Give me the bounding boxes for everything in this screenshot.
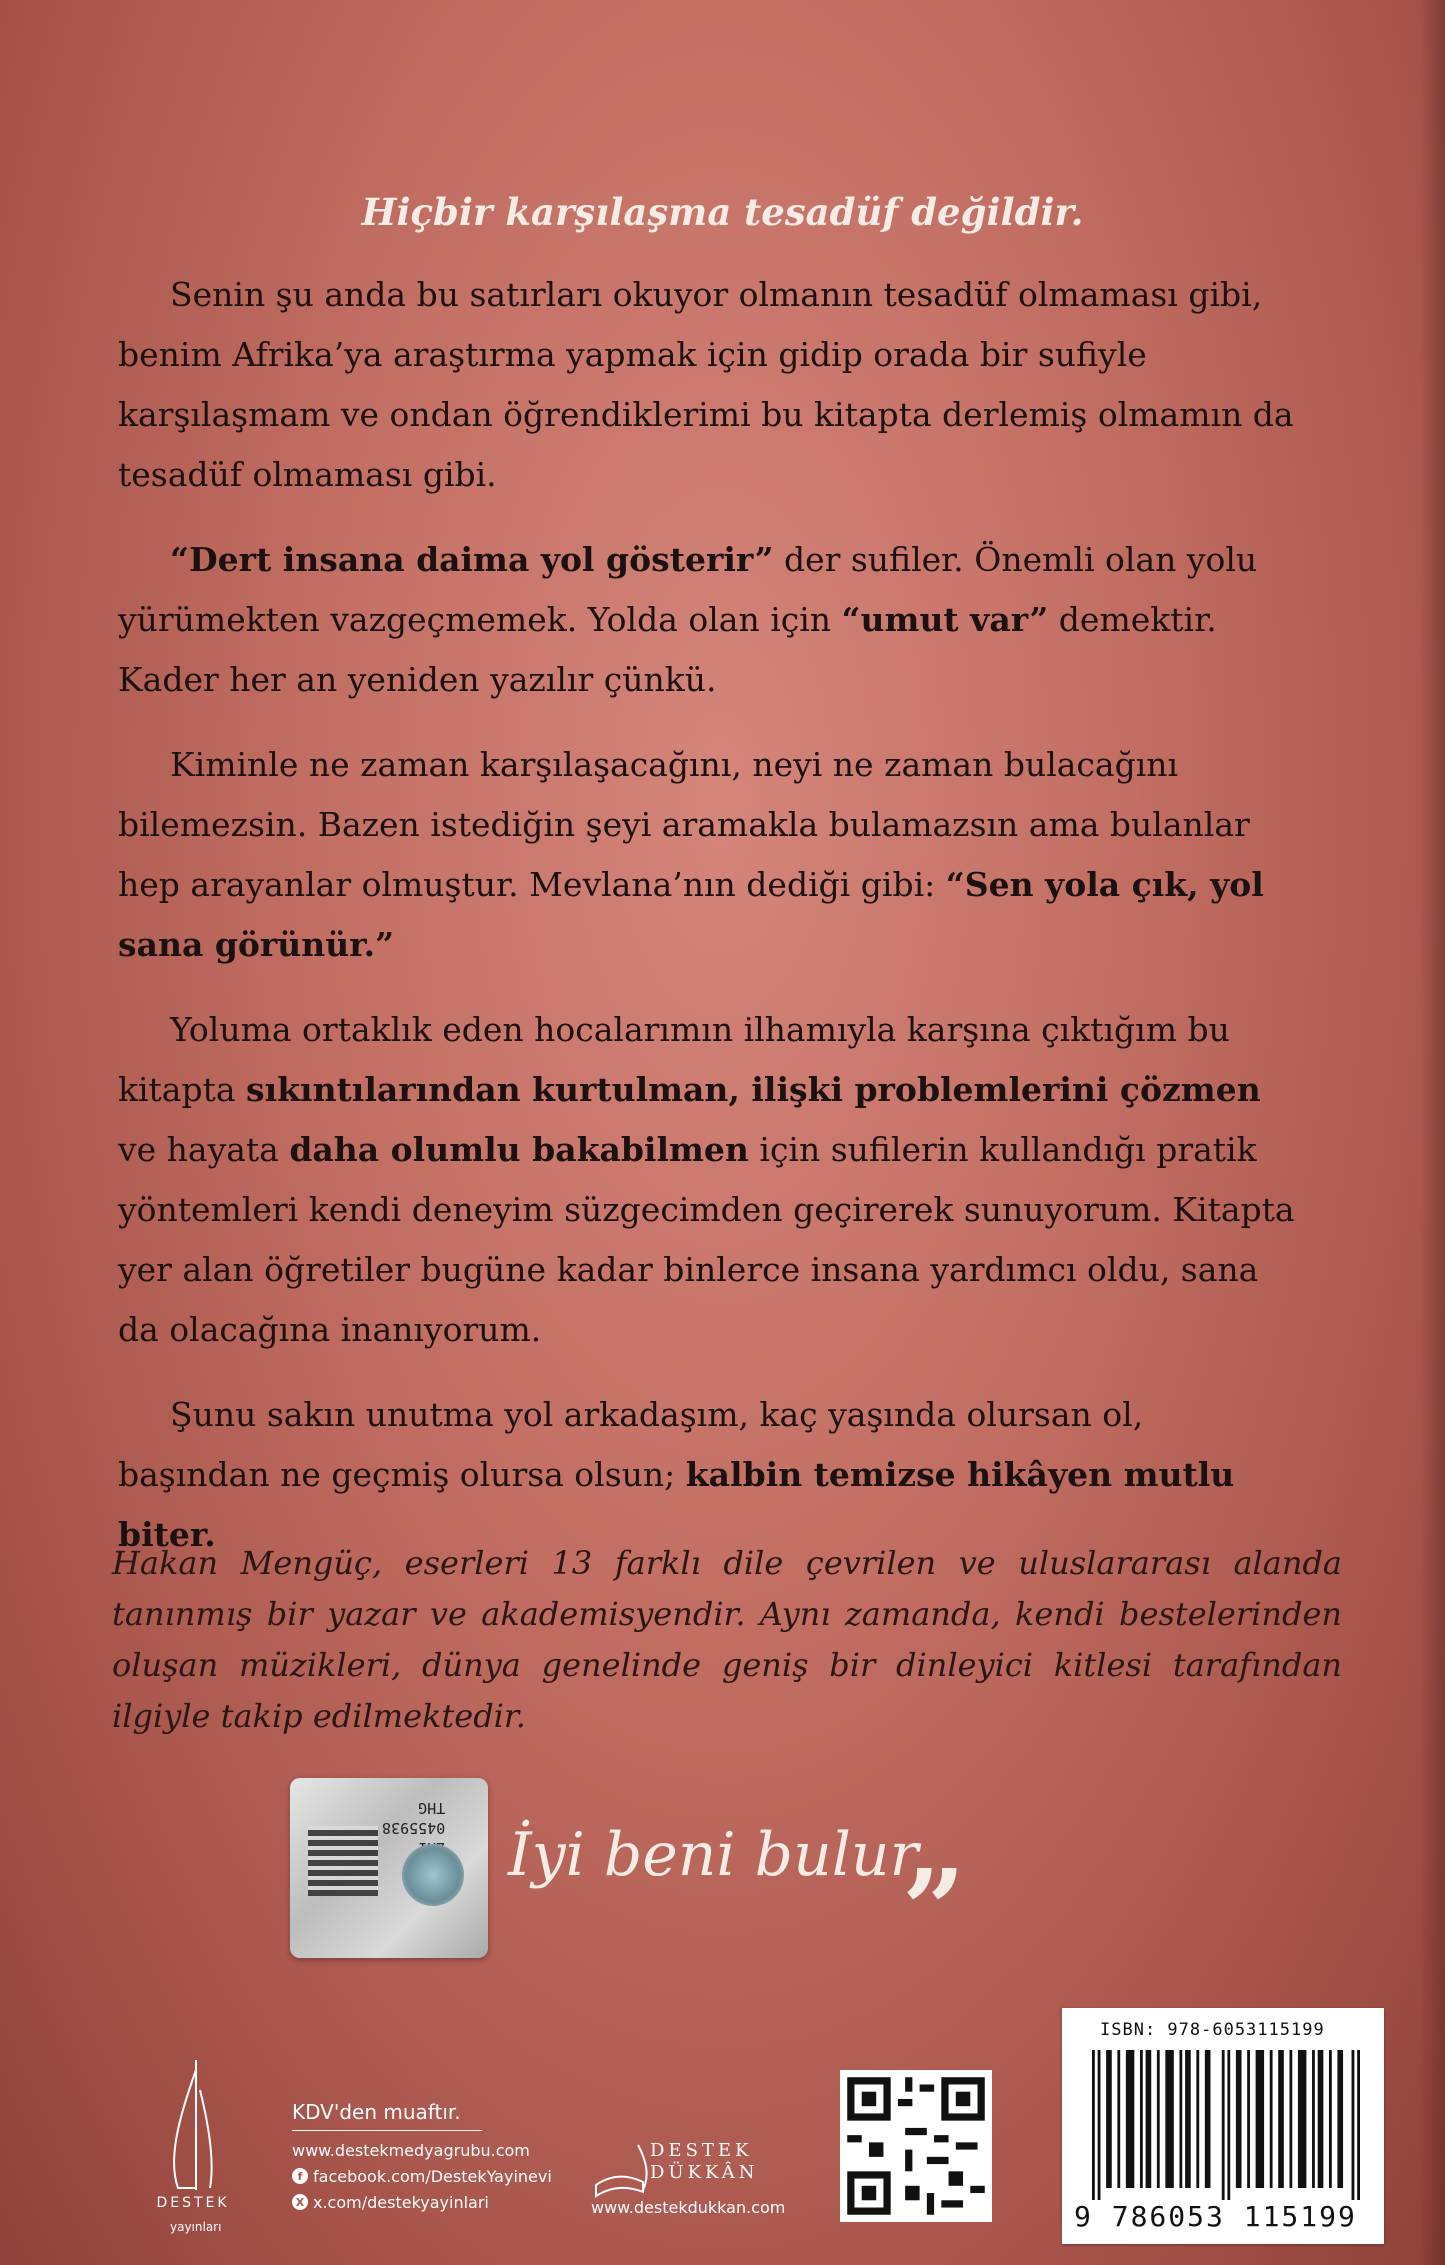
- publisher-info: [292, 2100, 552, 2215]
- dukkan-line: DESTEK: [650, 2140, 753, 2161]
- hologram-seal-icon: [402, 1844, 464, 1906]
- barcode-icon: [1092, 2050, 1360, 2200]
- qr-code-icon: [840, 2070, 992, 2222]
- paragraph-4: [118, 1000, 1298, 1360]
- bold-quote: “Dert insana daima yol gösterir”: [170, 540, 774, 579]
- hologram-sticker: [290, 1778, 488, 1958]
- x-icon: X: [292, 2194, 308, 2210]
- text: için sufilerin kullandığı pratik yöntemleri kendi deneyim süzgecimden geçirerek sunuyorum. Kitapta yer alan öğretiler bugüne kadar binlerce insana yardımcı oldu, sana da olacağına inanıyorum.: [118, 1130, 1295, 1349]
- x-link[interactable]: [292, 2189, 552, 2215]
- paragraph-3: [118, 735, 1298, 975]
- text: demektir. Kader her an yeniden yazılır çünkü.: [118, 600, 1217, 699]
- text: der sufiler. Önemli olan yolu yürümekten vazgeçmemek. Yolda olan için: [118, 540, 1258, 639]
- closing-quote: İyi beni bulur.: [508, 1820, 931, 1890]
- facebook-icon: f: [292, 2168, 308, 2184]
- text: Şunu sakın unutma yol arkadaşım, kaç yaşında olursan ol, başından ne geçmiş olursa olsun;: [118, 1395, 1144, 1494]
- bold-phrase: sıkıntılarından kurtulman, ilişki problemlerini çözmen: [246, 1070, 1261, 1109]
- publisher-name: DESTEK: [156, 2195, 230, 2211]
- publisher-sub: yayınları: [170, 2220, 222, 2234]
- divider: [292, 2130, 482, 2131]
- tax-note: KDV'den muaftır.: [292, 2100, 461, 2124]
- bold-phrase: kalbin temizse hikâyen mutlu biter.: [118, 1455, 1235, 1554]
- isbn-digits: 9 786053 115199: [1074, 2200, 1357, 2233]
- dukkan-title: [650, 2140, 759, 2184]
- website-link[interactable]: [292, 2137, 552, 2163]
- text: Yoluma ortaklık eden hocalarımın ilhamıyla karşına çıktığım bu kitapta: [118, 1010, 1230, 1109]
- dukkan-url: www.destekdukkan.com: [591, 2198, 786, 2217]
- back-cover-text: [118, 265, 1298, 1590]
- bold-phrase: “umut var”: [841, 600, 1049, 639]
- hologram-qr-icon: [308, 1826, 378, 1896]
- x-text: x.com/destekyayinlari: [313, 2192, 489, 2212]
- website-text: www.destekmedyagrubu.com: [292, 2140, 530, 2160]
- text: ve hayata: [118, 1130, 290, 1169]
- paragraph-2: [118, 530, 1298, 710]
- hologram-code-line: 0455938: [382, 1819, 446, 1837]
- text: Kiminle ne zaman karşılaşacağını, neyi ne zaman bulacağını bilemezsin. Bazen istediğin şeyi aramakla bulamazsın ama bulanlar hep arayanlar olmuştur. Mevlana’nın dediği gibi:: [118, 745, 1250, 904]
- facebook-link[interactable]: [292, 2163, 552, 2189]
- dukkan-line: DÜKKÂN: [650, 2162, 759, 2183]
- book-spine-edge: [1419, 0, 1445, 2265]
- paragraph-1: Senin şu anda bu satırları okuyor olmanın tesadüf olmaması gibi, benim Afrika’ya araştırma yapmak için gidip orada bir sufiyle karşılaşmam ve ondan öğrendiklerimi bu kitapta derlemiş olmamın da tesadüf olmaması gibi.: [118, 275, 1294, 494]
- facebook-text: facebook.com/DestekYayinevi: [313, 2166, 552, 2186]
- hologram-code-line: THG: [418, 1799, 446, 1817]
- bold-quote: “Sen yola çık, yol sana görünür.”: [118, 865, 1264, 964]
- bold-phrase: daha olumlu bakabilmen: [289, 1130, 749, 1169]
- isbn-label: ISBN: 978-6053115199: [1100, 2020, 1325, 2040]
- author-bio: Hakan Mengüç, eserleri 13 farklı dile çevrilen ve uluslararası alanda tanınmış bir yazar ve akademisyendir. Aynı zamanda, kendi bestelerinden oluşan müzikleri, dünya genelinde geniş bir dinleyici kitlesi tarafından ilgiyle takip edilmektedir.: [112, 1544, 1342, 1735]
- isbn-barcode-box: [1062, 2008, 1384, 2244]
- quotation-mark: ”: [902, 1845, 966, 1974]
- tagline: Hiçbir karşılaşma tesadüf değildir.: [361, 190, 1084, 234]
